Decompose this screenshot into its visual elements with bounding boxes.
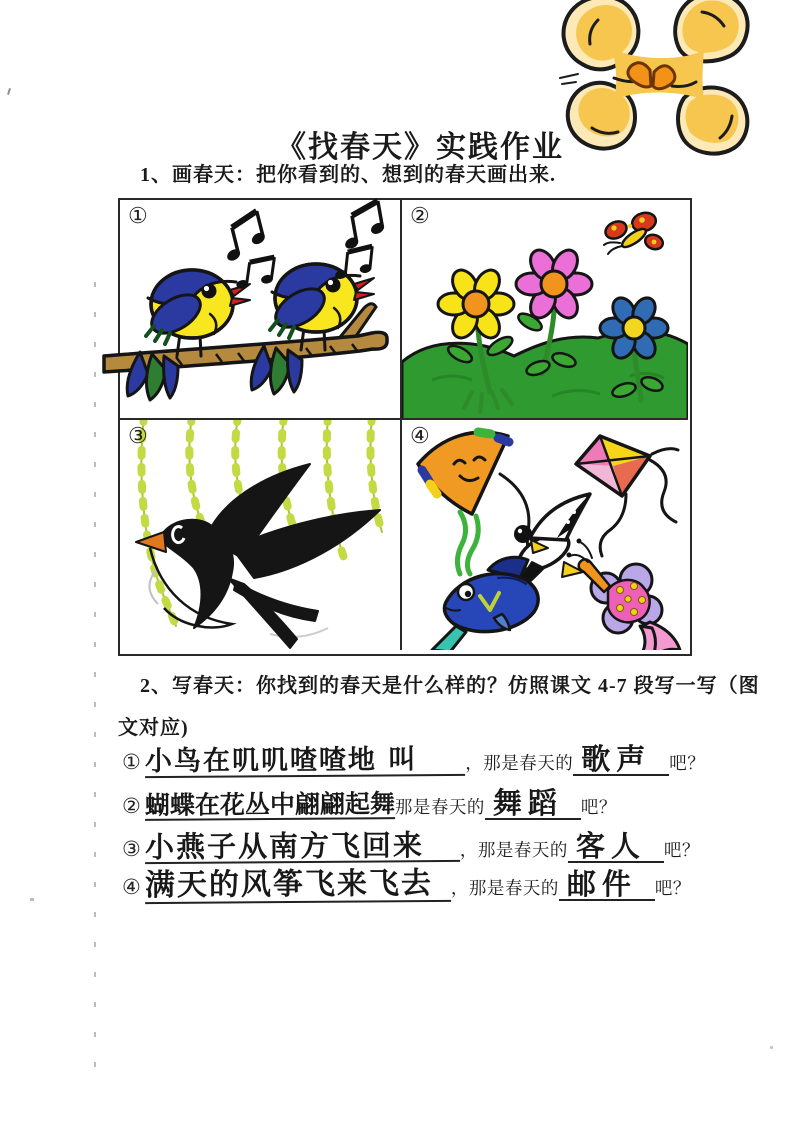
printed-connector: ，那是春天的 — [450, 878, 559, 898]
handwritten-sentence: 满天的风筝飞来飞去 — [145, 868, 451, 904]
printed-suffix: 吧？ — [663, 840, 700, 860]
printed-suffix: 吧？ — [654, 878, 691, 898]
printed-connector: ，那是春天的 — [459, 840, 568, 860]
panel-flowers-butterfly — [402, 200, 688, 420]
handwritten-sentence: 小鸟在叽叽喳喳地 叫 — [145, 746, 466, 779]
answer-number: ② — [122, 794, 141, 818]
answer-row-4 — [122, 866, 691, 904]
answer-number: ④ — [122, 875, 141, 899]
handwritten-answer: 客人 — [568, 831, 664, 863]
swallow-willow-drawing-icon — [120, 420, 402, 650]
panel-number: ③ — [128, 423, 148, 448]
panel-number: ① — [128, 203, 148, 228]
scan-artifact-line — [94, 282, 96, 1072]
birds-singing-drawing-icon — [120, 200, 402, 420]
panel-birds-singing — [120, 200, 402, 420]
answer-number: ① — [122, 750, 141, 774]
page-title: 《找春天》实践作业 — [276, 131, 564, 165]
drawing-grid — [118, 198, 692, 656]
answer-row-3 — [122, 828, 700, 865]
kites-drawing-icon — [402, 420, 688, 650]
scan-artifact — [770, 1046, 773, 1049]
instruction-write-spring-line2: 文对应) — [118, 717, 189, 739]
printed-connector: ，那是春天的 — [465, 753, 574, 773]
handwritten-answer: 歌声 — [573, 744, 669, 776]
answer-row-1 — [122, 744, 705, 777]
printed-suffix: 吧？ — [669, 753, 706, 773]
handwritten-sentence: 小燕子从南方飞回来 — [145, 830, 460, 865]
instruction-draw-spring: 1、画春天：把你看到的、想到的春天画出来. — [140, 164, 556, 186]
printed-connector: 那是春天的 — [394, 797, 485, 817]
handwritten-answer: 舞蹈 — [485, 788, 581, 820]
answer-number: ③ — [122, 837, 141, 861]
handwritten-answer: 邮件 — [559, 869, 655, 901]
instruction-write-spring-line1: 2、写春天：你找到的春天是什么样的？仿照课文 4-7 段写一写（图 — [140, 675, 760, 697]
panel-kites — [402, 420, 688, 650]
handwritten-sentence: 蝴蝶在花丛中翩翩起舞 — [144, 789, 395, 820]
scan-artifact — [7, 88, 11, 95]
answer-row-2 — [122, 788, 617, 820]
printed-suffix: 吧？ — [580, 797, 617, 817]
panel-number: ④ — [410, 423, 430, 448]
scan-artifact — [30, 898, 34, 901]
panel-number: ② — [410, 203, 430, 228]
panel-swallow-willow — [120, 420, 402, 650]
flowers-butterfly-drawing-icon — [402, 200, 688, 420]
